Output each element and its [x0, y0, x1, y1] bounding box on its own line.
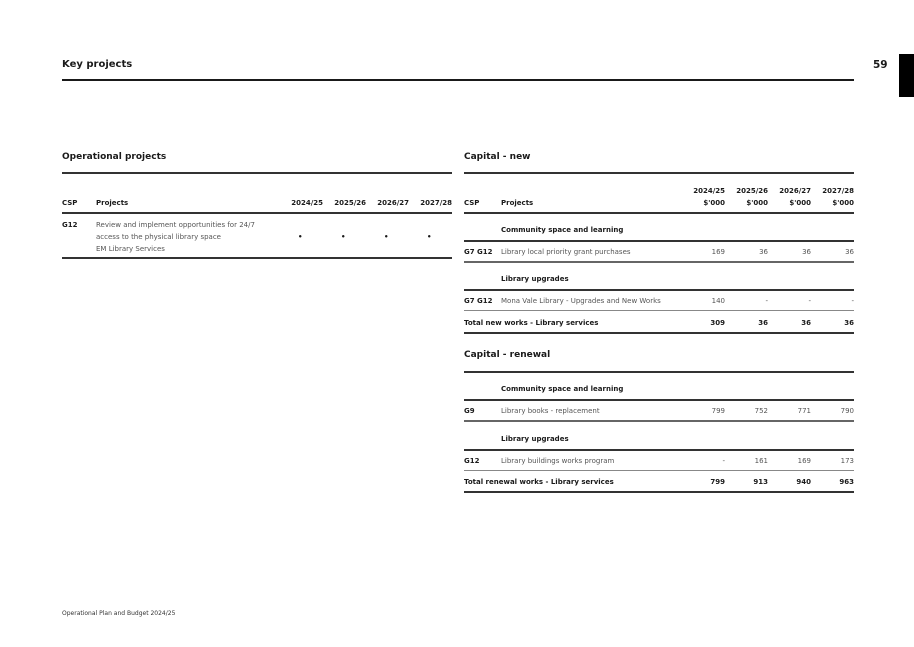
- total-label: Total new works - Library services: [464, 319, 599, 327]
- value-2027-28: 36: [845, 248, 854, 256]
- table-bottom-divider: [464, 332, 854, 334]
- total-label: Total renewal works - Library services: [464, 478, 614, 486]
- column-header-unit: $'000: [746, 199, 768, 207]
- value-2024-25: 799: [711, 407, 725, 415]
- column-header-2027-28: 2027/28: [822, 187, 854, 195]
- total-2026-27: 940: [796, 478, 811, 486]
- csp-code: G7 G12: [464, 297, 493, 305]
- value-2027-28: 790: [840, 407, 854, 415]
- csp-code: G12: [62, 221, 78, 229]
- row-divider: [464, 420, 854, 422]
- page-footer: Operational Plan and Budget 2024/25: [62, 610, 176, 617]
- page-header-title: Key projects: [62, 59, 133, 70]
- value-2024-25: 140: [711, 297, 725, 305]
- value-2026-27: 771: [797, 407, 811, 415]
- header-divider: [62, 212, 452, 214]
- column-header-unit: $'000: [832, 199, 854, 207]
- total-2024-25: 799: [710, 478, 725, 486]
- csp-code: G9: [464, 407, 475, 415]
- csp-code: G7 G12: [464, 248, 493, 256]
- total-2025-26: 913: [753, 478, 768, 486]
- group-heading: Library upgrades: [501, 275, 569, 283]
- row-divider: [62, 257, 452, 259]
- row-divider: [464, 470, 854, 471]
- section-divider: [464, 172, 854, 174]
- column-header-projects: Projects: [501, 199, 534, 207]
- column-header-unit: $'000: [703, 199, 725, 207]
- group-heading: Library upgrades: [501, 435, 569, 443]
- column-header-2024-25: 2024/25: [291, 199, 323, 207]
- value-2025-26: 752: [754, 407, 768, 415]
- header-divider: [464, 212, 854, 214]
- year-marker-2024-25: •: [298, 233, 303, 241]
- value-2025-26: 161: [754, 457, 768, 465]
- group-heading: Community space and learning: [501, 385, 624, 393]
- column-header-unit: $'000: [789, 199, 811, 207]
- project-owner: EM Library Services: [96, 245, 165, 253]
- project-name: Library buildings works program: [501, 457, 615, 465]
- row-divider: [464, 399, 854, 401]
- column-header-2026-27: 2026/27: [377, 199, 409, 207]
- value-2024-25: -: [722, 457, 725, 465]
- value-2027-28: -: [851, 297, 854, 305]
- total-2024-25: 309: [710, 319, 725, 327]
- column-header-projects: Projects: [96, 199, 129, 207]
- row-divider: [464, 289, 854, 291]
- page-tab-marker: [899, 54, 914, 97]
- total-2027-28: 963: [839, 478, 854, 486]
- year-marker-2026-27: •: [384, 233, 389, 241]
- group-heading: Community space and learning: [501, 226, 624, 234]
- capital-renewal-title: Capital - renewal: [464, 350, 551, 360]
- year-marker-2025-26: •: [341, 233, 346, 241]
- column-header-2027-28: 2027/28: [420, 199, 452, 207]
- capital-new-title: Capital - new: [464, 152, 531, 162]
- column-header-csp: CSP: [464, 199, 480, 207]
- value-2025-26: -: [765, 297, 768, 305]
- column-header-2025-26: 2025/26: [736, 187, 768, 195]
- csp-code: G12: [464, 457, 480, 465]
- row-divider: [464, 240, 854, 242]
- column-header-2024-25: 2024/25: [693, 187, 725, 195]
- column-header-csp: CSP: [62, 199, 78, 207]
- value-2027-28: 173: [840, 457, 854, 465]
- section-divider: [62, 172, 452, 174]
- value-2026-27: 36: [802, 248, 811, 256]
- table-bottom-divider: [464, 491, 854, 493]
- row-divider: [464, 261, 854, 263]
- row-divider: [464, 449, 854, 451]
- column-header-2026-27: 2026/27: [779, 187, 811, 195]
- project-name: Library books - replacement: [501, 407, 600, 415]
- year-marker-2027-28: •: [427, 233, 432, 241]
- value-2025-26: 36: [759, 248, 768, 256]
- operational-projects-title: Operational projects: [62, 152, 167, 162]
- total-2025-26: 36: [758, 319, 768, 327]
- project-name: Mona Vale Library - Upgrades and New Works: [501, 297, 661, 305]
- value-2024-25: 169: [711, 248, 725, 256]
- project-name: Library local priority grant purchases: [501, 248, 631, 256]
- section-divider: [464, 371, 854, 373]
- value-2026-27: 169: [797, 457, 811, 465]
- project-description: access to the physical library space: [96, 233, 221, 241]
- header-divider: [62, 79, 854, 81]
- page-number: 59: [873, 59, 888, 71]
- column-header-2025-26: 2025/26: [334, 199, 366, 207]
- value-2026-27: -: [808, 297, 811, 305]
- project-description: Review and implement opportunities for 24/7: [96, 221, 255, 229]
- total-2027-28: 36: [844, 319, 854, 327]
- row-divider: [464, 310, 854, 311]
- total-2026-27: 36: [801, 319, 811, 327]
